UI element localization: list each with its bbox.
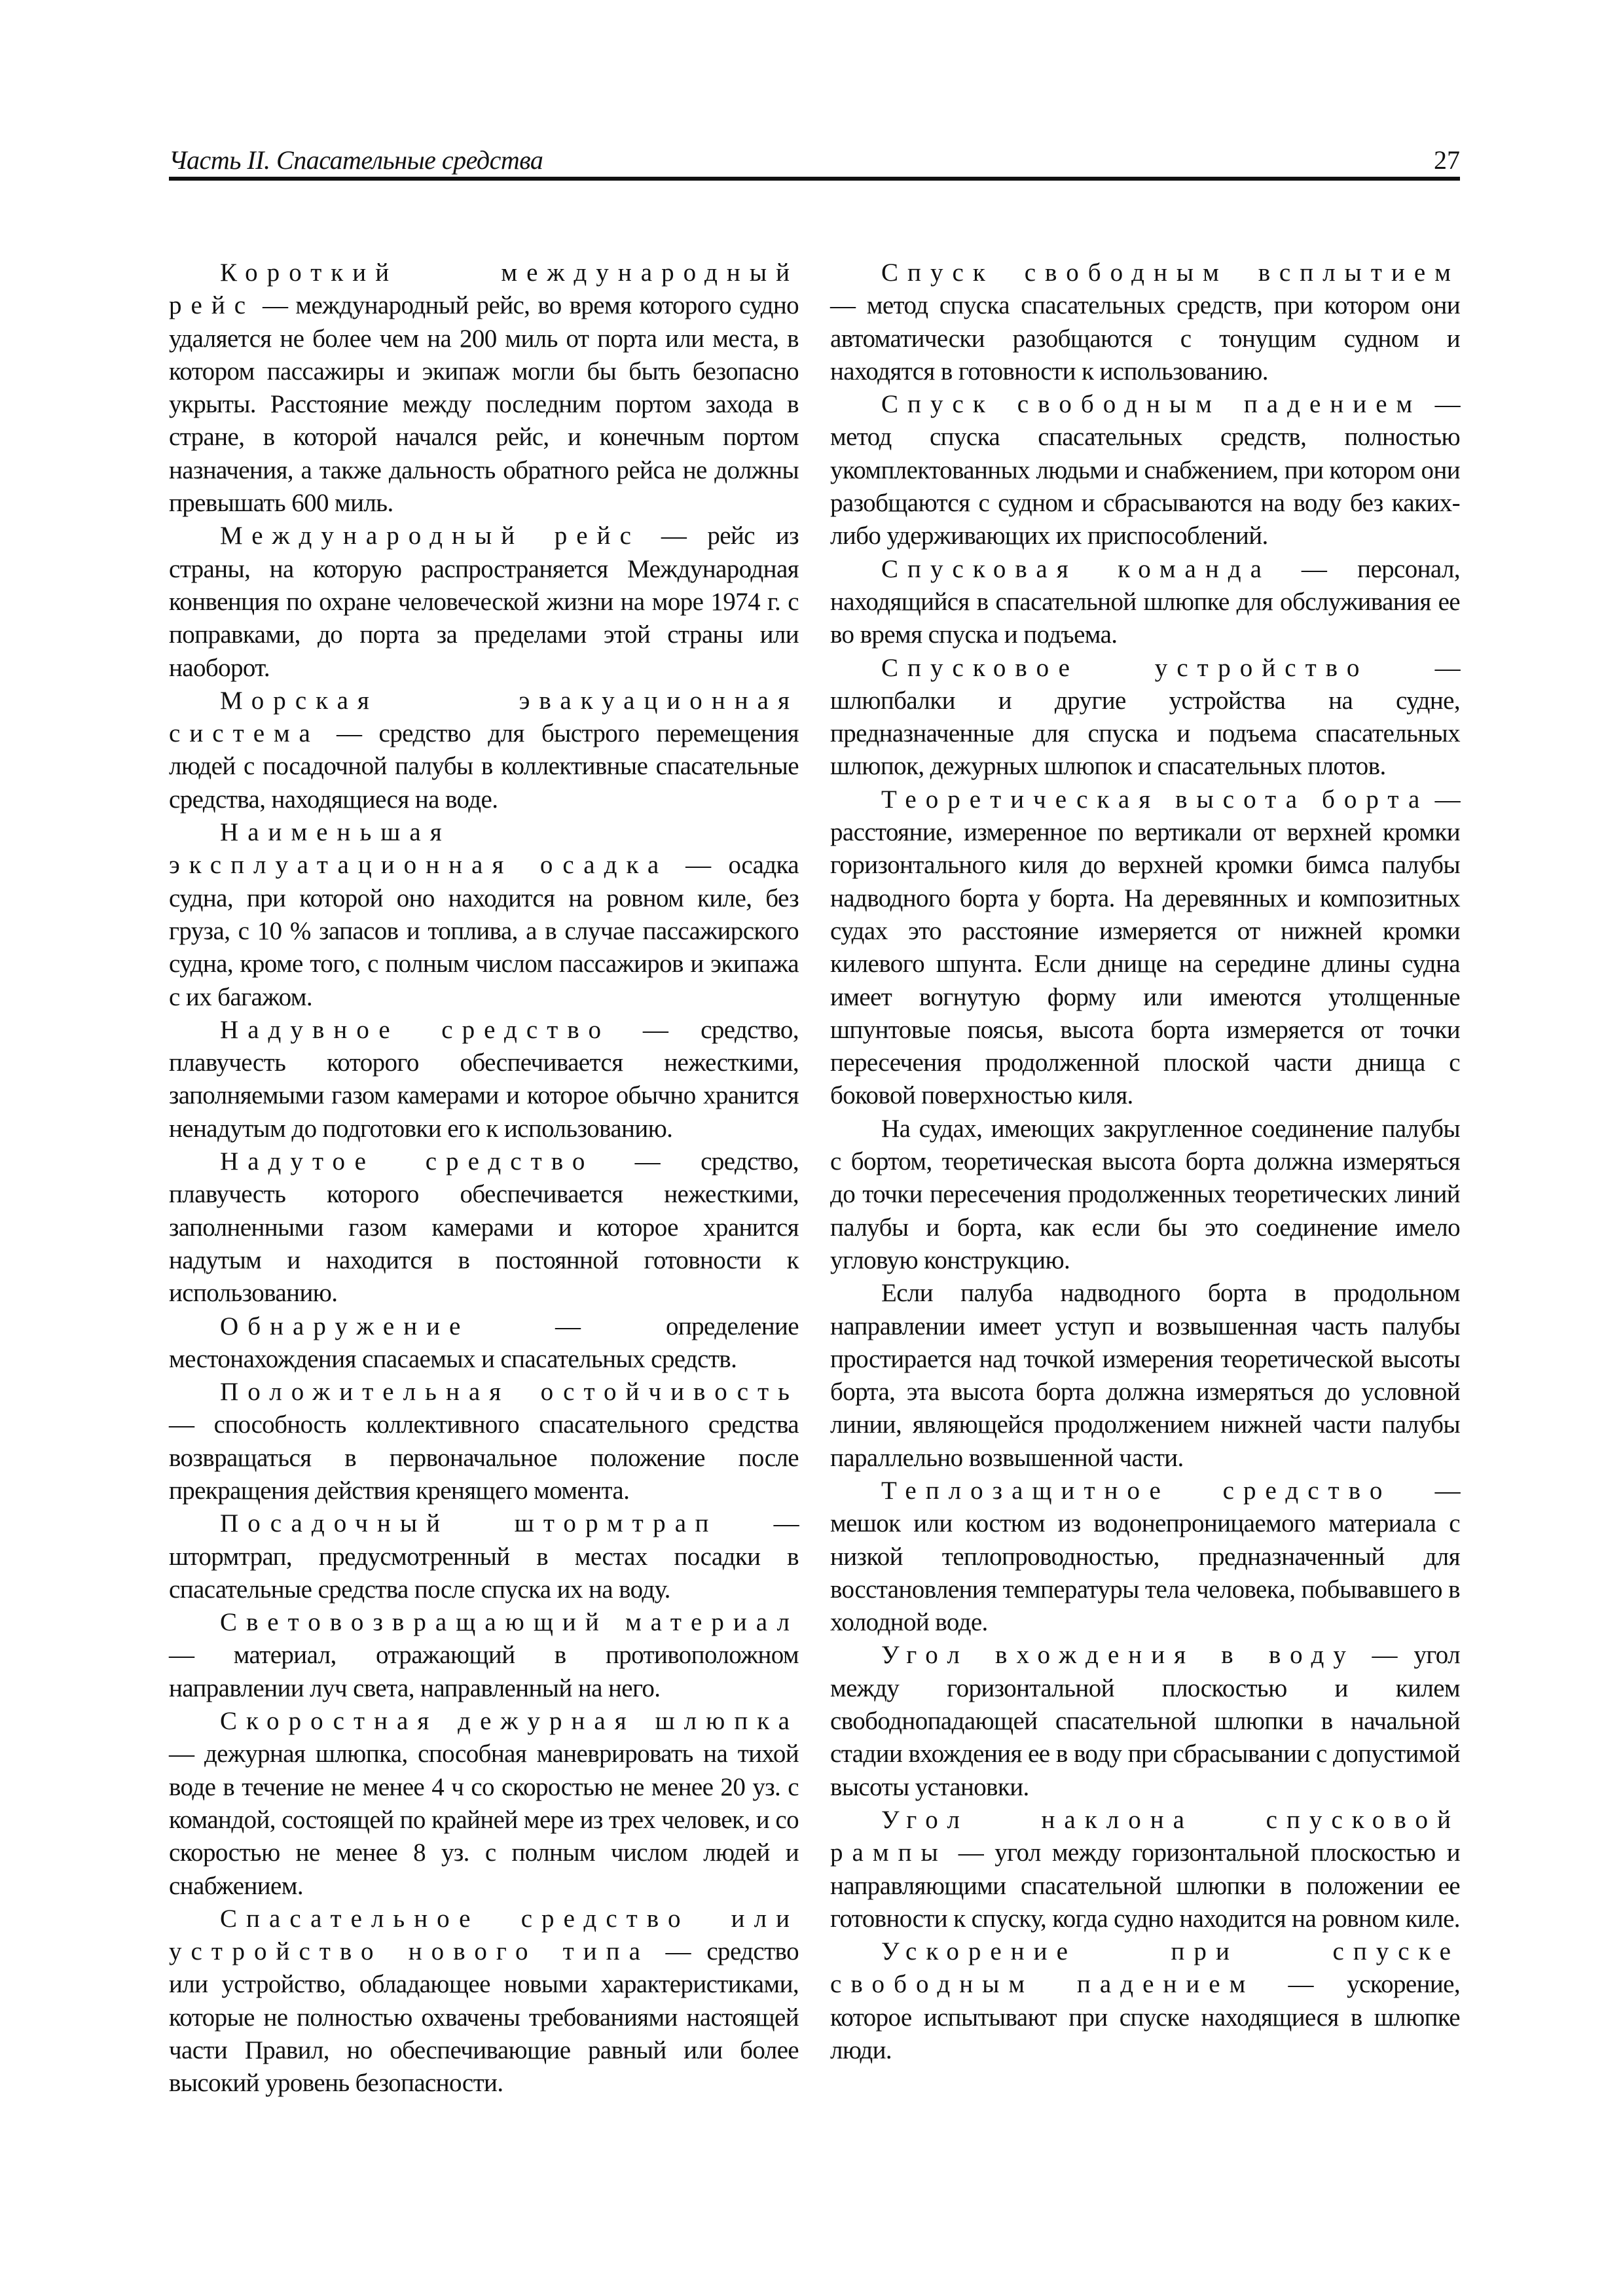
definition-text: — рейс из страны, на которую распространяется Международная конвенция по охране человеческой жизни на море 1974 г. с поправками, до порта за пределами этой страны или наоборот. [169,522,799,682]
definition-text: — расстояние, измеренное по вертикали от верхней кромки горизонтального киля до верхней кромки бимса палубы надводного борта у борта. На деревянных и композитных судах это расстояние измеряется от нижней кромки килевого шпунта. Если днище на середине длины судна имеет вогнутую форму или имеются утолщенные шпунтовые поясья, высота борта измеряется от точки пересечения продолженной плоской части днища с боковой поверхностью киля. [830,785,1460,1110]
definition-paragraph [830,1475,1460,1639]
definition-text: — персонал, находящийся в спасательной шлюпке для обслуживания ее во время спуска и подъема. [830,554,1460,649]
definition-text: — способность коллективного спасательного средства возвращаться в первоначальное положение после прекращения действия кренящего момента. [169,1410,799,1505]
definition-paragraph [169,1145,799,1310]
definition-text: — штормтрап, предусмотренный в местах посадки в спасательные средства после спуска их на воду. [169,1509,799,1604]
defined-term: Теоретическая высота борта [881,785,1429,814]
definition-text: — метод спуска спасательных средств, при котором они автоматически разобщаются с тонущим судном и находятся в готовности к использованию. [830,291,1460,386]
definition-text: — средство или устройство, обладающее новыми характеристиками, которые не полностью охвачены требованиями настоящей части Правил, но обеспечивающие равный или более высокий уровень безопасности. [169,1937,799,2098]
running-header [169,145,1460,177]
definition-paragraph [169,1606,799,1705]
definition-text: — материал, отражающий в противоположном направлении луч света, направленный на него. [169,1641,799,1702]
definition-paragraph [830,783,1460,1113]
definition-text: — определение местонахождения спасаемых и спасательных средств. [169,1312,799,1373]
defined-term: Надутое средство [220,1147,594,1176]
definition-text: — шлюпбалки и другие устройства на судне, предназначенные для спуска и подъема спасательных шлюпок, дежурных шлюпок и спасательных плотов. [830,653,1460,781]
definition-paragraph [830,388,1460,552]
defined-term: Скоростная дежурная шлюпка [220,1707,799,1736]
page-number: 27 [1434,145,1460,175]
defined-term: Положительная остойчивость [220,1378,799,1407]
definition-paragraph [830,257,1460,388]
definition-paragraph [169,1705,799,1903]
definition-paragraph [830,553,1460,652]
defined-term: Световозвращающий материал [220,1608,799,1637]
defined-term: Посадочный штормтрап [220,1509,718,1538]
header-title: Часть II. Спасательные средства [169,145,543,175]
definition-text: — средство, плавучесть которого обеспечивается нежесткими, заполненными газом камерами и которое хранится надутым и находится в постоянной готовности к использованию. [169,1147,799,1308]
defined-term: Ускорение при спуске свободным падением [830,1937,1460,1999]
definition-paragraph [169,1310,799,1376]
definition-text: — средство, плавучесть которого обеспечивается нежесткими, заполняемыми газом камерами и которое обычно хранится ненадутым до подготовки его к использованию. [169,1015,799,1143]
definition-paragraph [169,520,799,684]
defined-term: Обнаружение [220,1312,470,1340]
defined-term: Наименьшая эксплуатационная осадка [169,818,668,880]
definition-text: — средство для быстрого перемещения людей с посадочной палубы в коллективные спасательные средства, находящиеся на воде. [169,719,799,814]
definition-text: — угол между горизонтальной плоскостью и направляющими спасательной шлюпки в положении ее готовности к спуску, когда судно находится на ровном киле. [830,1839,1460,1933]
defined-term: Спусковая команда [881,554,1271,583]
definition-text: На судах, имеющих закругленное соединение палубы с бортом, теоретическая высота борта должна измеряться до точки пересечения продолженных теоретических линий палубы и борта, как если бы это соединение имело угловую конструкцию. [830,1114,1460,1274]
definition-paragraph [830,1639,1460,1803]
defined-term: Спуск свободным всплытием [881,259,1460,287]
defined-term: Угол наклона спусковой рампы [830,1805,1460,1867]
definition-text: — осадка судна, при которой оно находится на ровном киле, без груза, с 10 % запасов и топлива, а в случае пассажирского судна, кроме того, с полным числом пассажиров и экипажа с их багажом. [169,851,799,1011]
defined-term: Теплозащитное средство [881,1476,1392,1505]
definition-paragraph [830,652,1460,783]
definition-text: — мешок или костюм из водонепроницаемого материала с низкой теплопроводностью, предназначенный для восстановления температуры тела человека, побывавшего в холодной воде. [830,1476,1460,1637]
defined-term: Угол вхождения в воду [881,1641,1355,1670]
definition-text: — ускорение, которое испытывают при спуске находящиеся в шлюпке люди. [830,1970,1460,2065]
defined-term: Спуск свободным падением [881,390,1422,419]
definition-paragraph [830,1804,1460,1935]
defined-term: Морская эвакуационная система [169,686,799,748]
definition-text: — дежурная шлюпка, способная маневрировать на тихой воде в течение не менее 4 ч со скоростью не менее 20 уз. с командой, состоящей по крайней мере из трех человек, и со скоростью не менее 8 уз. с полным числом людей и снабжением. [169,1740,799,1900]
defined-term: Спасательное средство или устройство нового типа [169,1904,799,1966]
definition-paragraph [830,1277,1460,1475]
definition-paragraph [169,816,799,1014]
definition-text: Если палуба надводного борта в продольном направлении имеет уступ и возвышенная часть палубы простирается над точкой измерения теоретической высоты борта, эта высота борта должна измеряться до условной линии, являющейся продолжением нижней части палубы параллельно возвышенной части. [830,1279,1460,1472]
definition-text: — международный рейс, во время которого судно удаляется не более чем на 200 миль от порта или места, в котором пассажиры и экипаж могли бы быть безопасно укрыты. Расстояние между последним портом захода в стране, в которой начался рейс, и конечным портом назначения, а также дальность обратного рейса не должны превышать 600 миль. [169,291,799,518]
defined-term: Спусковое устройство [881,653,1369,682]
right-column [830,257,1460,2067]
definition-text: — метод спуска спасательных средств, полностью укомплектованных людьми и снабжением, при котором они разобщаются с судном и сбрасываются на воду без каких-либо удерживающих их приспособлений. [830,390,1460,550]
definition-paragraph [169,1903,799,2100]
definition-paragraph [169,685,799,816]
definition-paragraph [830,1935,1460,2067]
definition-text: — угол между горизонтальной плоскостью и килем свободнопадающей спасательной шлюпки в начальной стадии вхождения ее в воду при сбрасывании с допустимой высоты установки. [830,1641,1460,1801]
left-column [169,257,799,2100]
definition-paragraph [830,1113,1460,1277]
header-rule [169,177,1460,181]
defined-term: Международный рейс [220,522,640,550]
definition-paragraph [169,1376,799,1507]
defined-term: Короткий международный рейс [169,259,799,320]
defined-term: Надувное средство [220,1015,611,1044]
definition-paragraph [169,1507,799,1606]
definition-paragraph [169,257,799,520]
definition-paragraph [169,1014,799,1145]
